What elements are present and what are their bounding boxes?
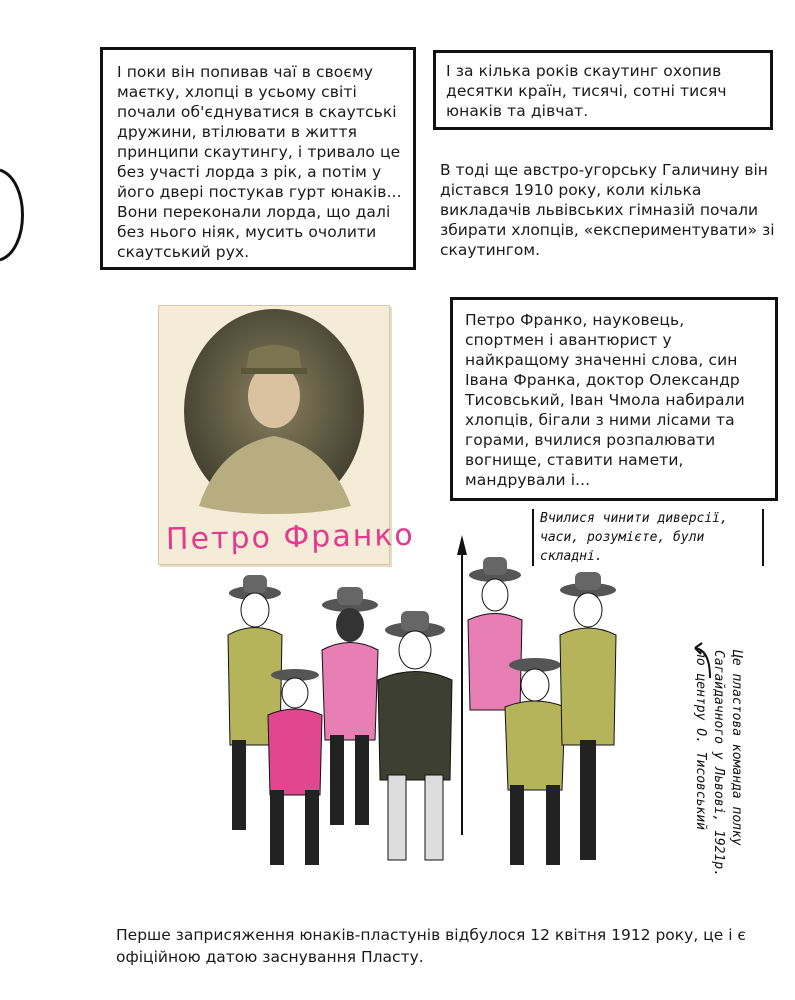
- text-panel-2: [433, 50, 773, 130]
- panel-2-text: І за кілька років скаутинг охопив десятки країн, тисячі, сотні тисяч юнаків та дівчат.: [446, 62, 727, 120]
- panel-4-text: Петро Франко, науковець, спортмен і авантюрист у найкращому значенні слова, син Івана Франка, доктор Олександр Тисовський, Іван Чмола набирали хлопців, бігали з ними лісами та горами, вчилися розпалювати вогнище, ставити намети, мандрували і...: [465, 311, 745, 489]
- scout-figure-5: [468, 557, 522, 710]
- footer-text: Перше заприсяження юнаків-пластунів відбулося 12 квітня 1912 року, це і є офіційною датою заснування Пласту.: [116, 926, 746, 966]
- scout-figure-7: [560, 572, 616, 860]
- side-vertical-note-text: Це пластова команда полку Сагайдачного у Львові, 1921р. по центру О. Тисовський: [693, 650, 744, 877]
- scout-figure-3: [378, 611, 452, 860]
- panel-1-text: І поки він попивав чаї в своєму маєтку, хлопці в усьому світі почали об'єднуватися в скаутські дружини, втілювати в життя принципи скаутингу, і тривало це без участі лорда з рік, а потім у його двері постукав гурт юнаків... Вони переконали лорда, що далі без нього ніяк, мусить очолити скаутський рух.: [117, 63, 402, 261]
- side-vertical-note: [691, 650, 745, 890]
- left-edge-doodle: [0, 150, 40, 280]
- scouts-illustration: [210, 535, 640, 900]
- text-panel-4: [450, 297, 778, 501]
- text-paragraph-3: В тоді ще австро-угорську Галичину він дістався 1910 року, коли кілька викладачів львівських гімназій почали збирати хлопців, «експериментувати» зі скаутингом.: [440, 161, 775, 259]
- text-panel-1: [100, 47, 416, 270]
- photo-caption: Петро Франко: [165, 517, 416, 558]
- handwritten-note-text: Вчилися чинити диверсії, часи, розумієте, були складні.: [540, 511, 728, 564]
- arrow-icon: [690, 640, 720, 680]
- scout-figure-2: [322, 587, 378, 825]
